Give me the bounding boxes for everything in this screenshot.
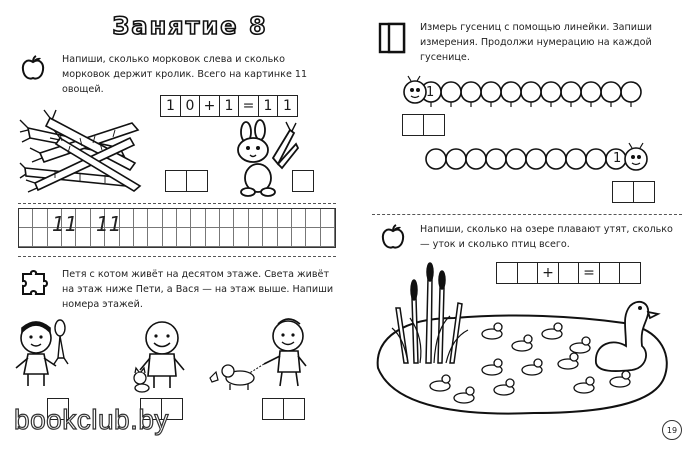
section-divider — [18, 203, 336, 204]
caterpillar-illustration — [403, 76, 643, 110]
page-number: 19 — [662, 420, 682, 440]
eq-cell[interactable]: + — [537, 262, 559, 284]
eq-cell[interactable]: = — [238, 95, 259, 117]
handwritten-number: 11 — [96, 212, 122, 236]
section-divider — [372, 214, 682, 215]
answer-cell[interactable] — [292, 170, 314, 192]
vasya-floor-boxes — [262, 398, 305, 420]
watermark: bookclub.by — [14, 404, 169, 435]
rabbit-answer-box — [292, 170, 314, 192]
handwritten-number: 11 — [52, 212, 78, 236]
ruler-icon — [378, 22, 406, 54]
boy-with-cat-illustration — [132, 318, 192, 392]
carrots-illustration — [20, 108, 150, 193]
lesson-title: Занятие 8 — [112, 12, 268, 40]
equation-row — [160, 95, 298, 117]
answer-cell[interactable] — [423, 114, 445, 136]
rabbit-illustration — [228, 122, 300, 197]
answer-cell[interactable] — [612, 181, 634, 203]
apple-icon — [380, 224, 406, 250]
eq-cell[interactable]: 1 — [258, 95, 279, 117]
girl-illustration — [14, 318, 74, 388]
ducks-task-text: Напиши, сколько на озере плавают утят, сколько — уток и сколько птиц всего. — [420, 224, 673, 250]
answer-cell[interactable] — [165, 170, 187, 192]
lake-illustration — [374, 268, 674, 418]
task1-text: Напиши, сколько морковок слева и сколько морковок держит кролик. Всего на картинке 11 овощей. — [62, 54, 308, 95]
caterpillar-segment-number: 1 — [613, 151, 622, 166]
eq-cell[interactable]: 1 — [277, 95, 298, 117]
carrots-answer-boxes — [165, 170, 208, 192]
answer-cell[interactable] — [283, 398, 305, 420]
boy-with-dog-illustration — [210, 316, 310, 392]
apple-icon — [20, 55, 46, 81]
caterpillar-task-text: Измерь гусениц с помощью линейки. Запиши измерения. Продолжи нумерацию на каждой гусенице. — [420, 22, 653, 63]
eq-cell[interactable]: 1 — [160, 95, 181, 117]
puzzle-icon — [20, 268, 50, 298]
task2-text: Петя с котом живёт на десятом этаже. Света живёт на этаж ниже Пети, а Вася — на этаж выше. Напиши номера этажей. — [62, 269, 334, 310]
answer-cell[interactable] — [186, 170, 208, 192]
answer-cell[interactable] — [262, 398, 284, 420]
caterpillar2-answer-boxes — [612, 181, 655, 203]
caterpillar-segment-number: 1 — [426, 85, 435, 100]
eq-cell[interactable]: = — [578, 262, 600, 284]
caterpillar1-answer-boxes — [402, 114, 445, 136]
section-divider — [18, 256, 336, 257]
eq-cell[interactable]: 1 — [219, 95, 240, 117]
eq-cell[interactable]: 0 — [180, 95, 201, 117]
eq-cell[interactable]: + — [199, 95, 220, 117]
answer-cell[interactable] — [402, 114, 424, 136]
answer-cell[interactable] — [633, 181, 655, 203]
